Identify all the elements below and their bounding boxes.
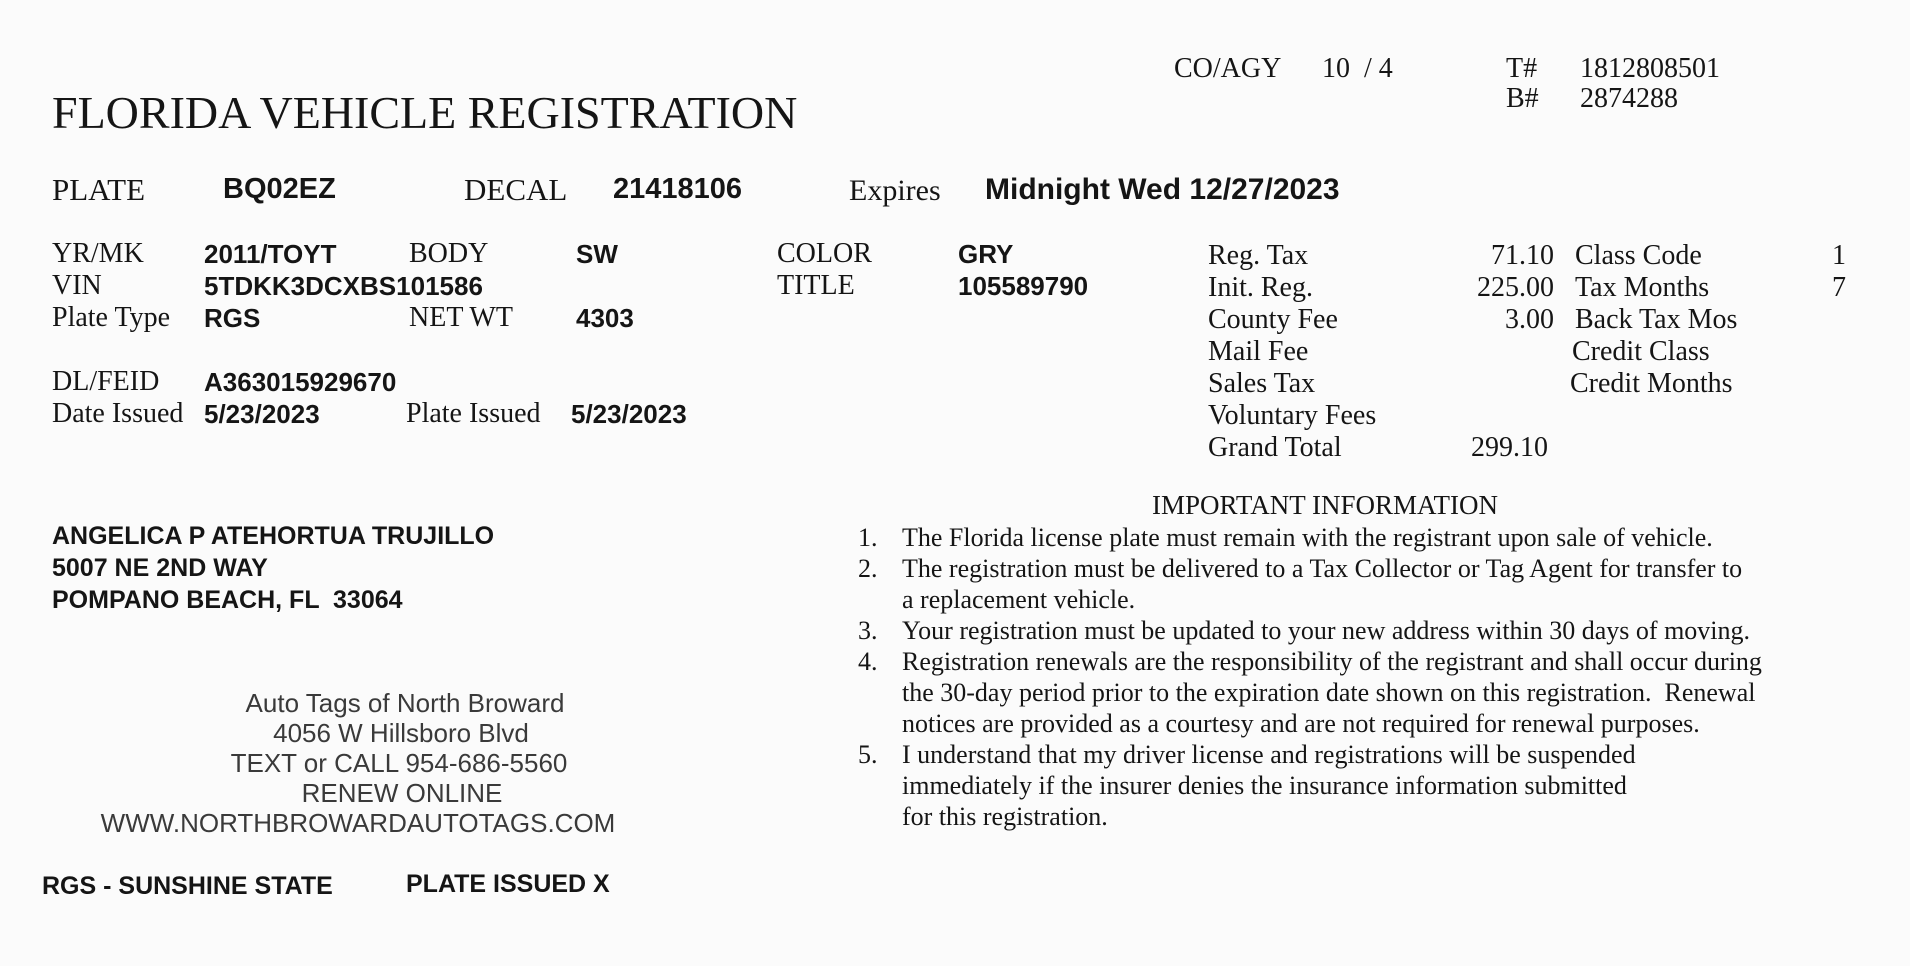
owner-street: 5007 NE 2ND WAY <box>52 554 268 582</box>
color-label: COLOR <box>777 238 872 269</box>
title-value: 105589790 <box>958 271 1089 301</box>
county-fee-label: County Fee <box>1208 304 1338 335</box>
info-item-2-line-1: The registration must be delivered to a Tax Collector or Tag Agent for transfer to <box>902 554 1743 583</box>
color-value: GRY <box>958 239 1014 269</box>
vin-label: VIN <box>52 270 102 301</box>
body-value: SW <box>576 239 618 269</box>
decal-label: DECAL <box>464 172 568 207</box>
info-number-3: 3. <box>858 616 878 645</box>
tax-months-value: 7 <box>1832 272 1846 303</box>
credit-class-label: Credit Class <box>1572 336 1710 367</box>
plate-description: RGS - SUNSHINE STATE <box>42 872 333 900</box>
important-info-heading: IMPORTANT INFORMATION <box>1152 490 1498 520</box>
info-item-1-line-1: The Florida license plate must remain with the registrant upon sale of vehicle. <box>902 523 1713 552</box>
dlfeid-value: A363015929670 <box>204 367 397 397</box>
info-item-5-line-1: I understand that my driver license and registrations will be suspended <box>902 740 1636 769</box>
expires-label: Expires <box>849 174 941 207</box>
plate-issued-flag: PLATE ISSUED X <box>406 870 610 898</box>
init-reg-value: 225.00 <box>1477 272 1554 303</box>
voluntary-fees-label: Voluntary Fees <box>1208 400 1377 431</box>
owner-city: POMPANO BEACH, FL 33064 <box>52 586 403 614</box>
agent-address: 4056 W Hillsboro Blvd <box>273 718 529 748</box>
class-code-value: 1 <box>1832 240 1846 271</box>
init-reg-label: Init. Reg. <box>1208 272 1313 303</box>
vin-value: 5TDKK3DCXBS101586 <box>204 271 483 301</box>
owner-name: ANGELICA P ATEHORTUA TRUJILLO <box>52 522 495 550</box>
date-issued-label: Date Issued <box>52 398 184 429</box>
expires-value: Midnight Wed 12/27/2023 <box>985 173 1340 206</box>
dlfeid-label: DL/FEID <box>52 366 160 397</box>
reg-tax-label: Reg. Tax <box>1208 240 1309 271</box>
body-label: BODY <box>409 238 489 269</box>
plate-type-label: Plate Type <box>52 302 171 333</box>
class-code-label: Class Code <box>1575 240 1702 271</box>
info-item-5-line-2: immediately if the insurer denies the insurance information submitted <box>902 771 1627 800</box>
info-item-4-line-3: notices are provided as a courtesy and are not required for renewal purposes. <box>902 709 1700 738</box>
credit-months-label: Credit Months <box>1570 368 1733 399</box>
decal-value: 21418106 <box>613 173 743 205</box>
sales-tax-label: Sales Tax <box>1208 368 1316 399</box>
plate-value: BQ02EZ <box>223 173 336 205</box>
info-number-2: 2. <box>858 554 878 583</box>
yrmk-value: 2011/TOYT <box>204 239 337 269</box>
document-title: FLORIDA VEHICLE REGISTRATION <box>52 87 798 138</box>
b-number-value: 2874288 <box>1580 83 1678 114</box>
grand-total-value: 299.10 <box>1471 432 1548 463</box>
county-fee-value: 3.00 <box>1505 304 1554 335</box>
date-issued-value: 5/23/2023 <box>204 399 320 429</box>
tax-months-label: Tax Months <box>1575 272 1710 303</box>
b-number-label: B# <box>1506 83 1539 114</box>
info-number-1: 1. <box>858 523 878 552</box>
plate-issued-value: 5/23/2023 <box>571 399 687 429</box>
info-item-4-line-2: the 30-day period prior to the expiration date shown on this registration. Renewal <box>902 678 1756 707</box>
info-item-2-line-2: a replacement vehicle. <box>902 585 1136 614</box>
info-item-4-line-1: Registration renewals are the responsibility of the registrant and shall occur during <box>902 647 1762 676</box>
plate-issued-label: Plate Issued <box>406 398 541 429</box>
co-agy-value: 10 / 4 <box>1322 53 1393 84</box>
back-tax-mos-label: Back Tax Mos <box>1575 304 1738 335</box>
mail-fee-label: Mail Fee <box>1208 336 1309 367</box>
agent-phone: TEXT or CALL 954-686-5560 <box>230 748 568 778</box>
agent-renew: RENEW ONLINE <box>301 778 503 808</box>
reg-tax-value: 71.10 <box>1491 240 1554 271</box>
info-item-5-line-3: for this registration. <box>902 802 1108 831</box>
grand-total-label: Grand Total <box>1208 432 1342 463</box>
plate-label: PLATE <box>52 172 145 207</box>
agent-name: Auto Tags of North Broward <box>245 688 565 718</box>
info-item-3-line-1: Your registration must be updated to your new address within 30 days of moving. <box>902 616 1751 645</box>
yrmk-label: YR/MK <box>52 238 144 269</box>
net-wt-label: NET WT <box>409 302 513 333</box>
t-number-value: 1812808501 <box>1580 53 1720 84</box>
net-wt-value: 4303 <box>576 303 634 333</box>
title-label: TITLE <box>777 270 855 301</box>
info-number-4: 4. <box>858 647 878 676</box>
t-number-label: T# <box>1506 53 1538 84</box>
info-number-5: 5. <box>858 740 878 769</box>
plate-type-value: RGS <box>204 303 261 333</box>
co-agy-label: CO/AGY <box>1174 53 1282 84</box>
agent-website: WWW.NORTHBROWARDAUTOTAGS.COM <box>100 808 616 838</box>
